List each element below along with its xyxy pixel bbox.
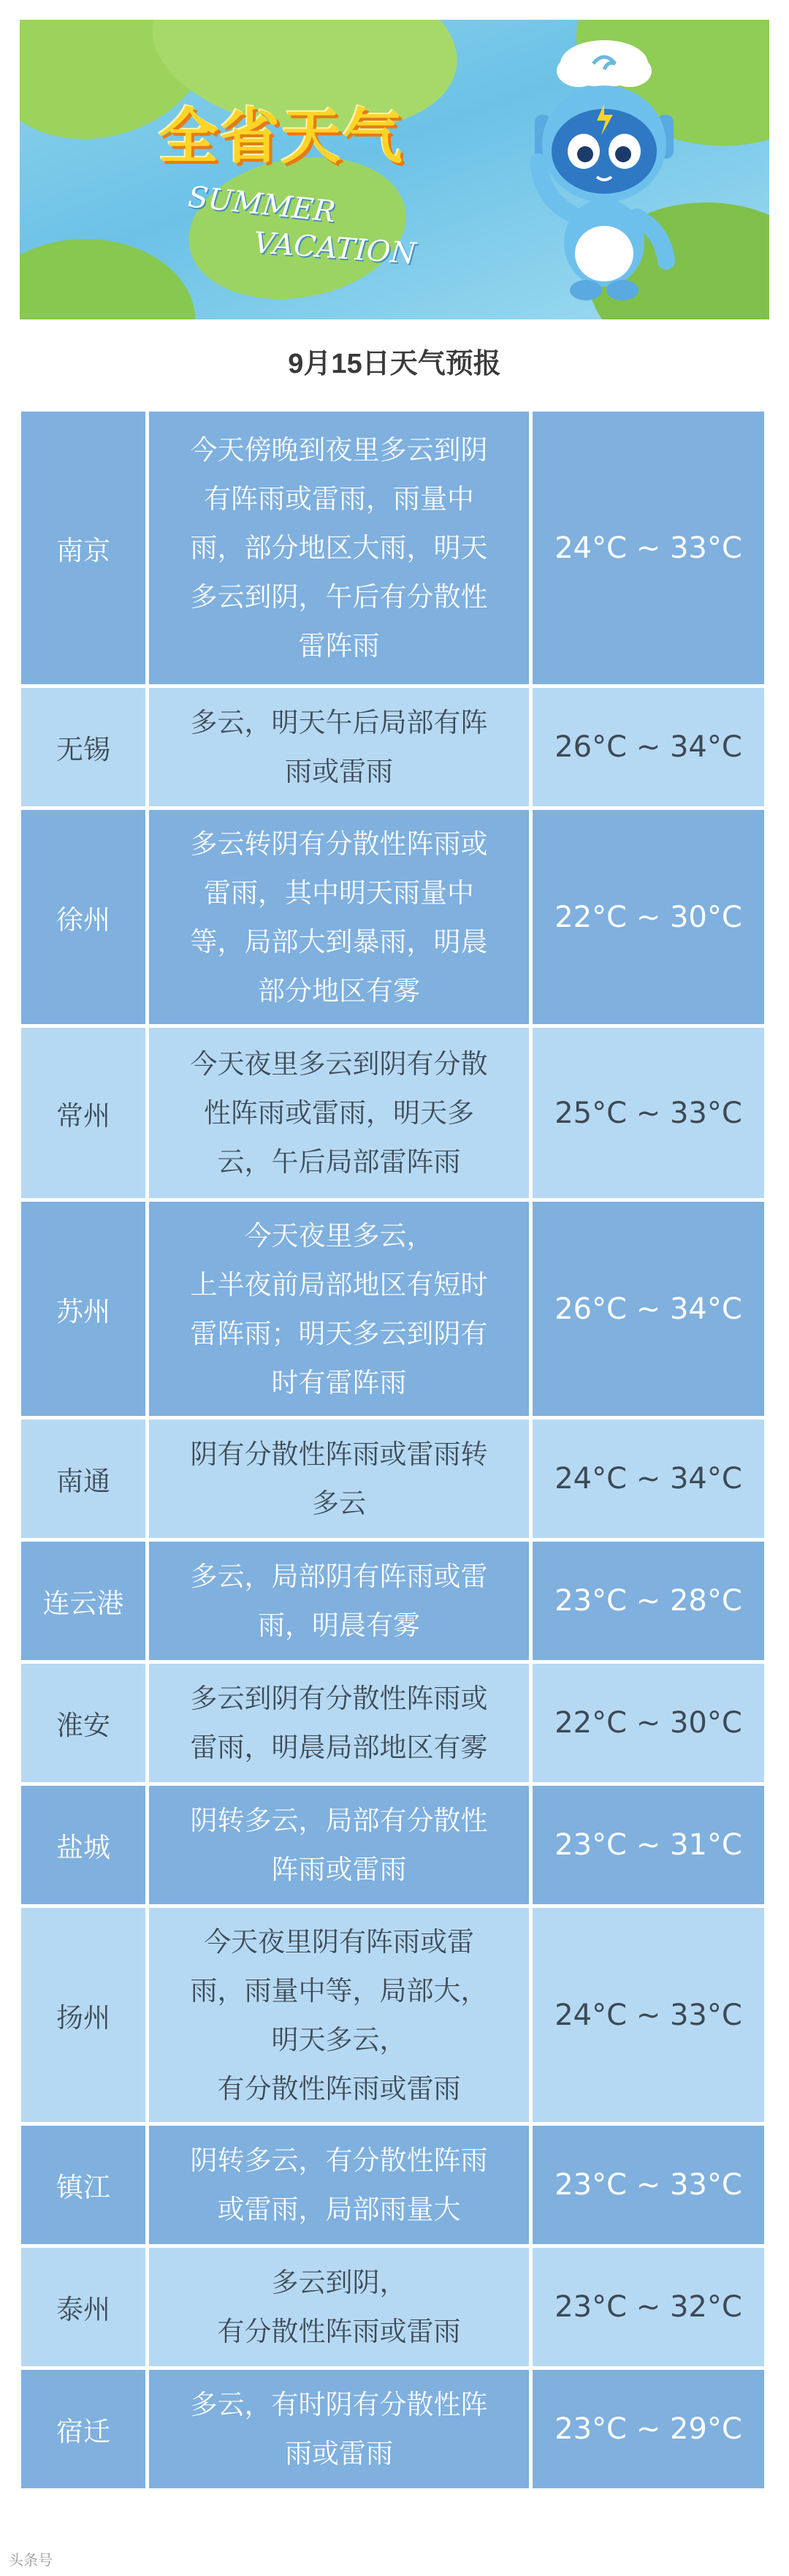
temperature-range: 23°C ~ 28°C	[533, 1542, 764, 1660]
temperature-range: 22°C ~ 30°C	[533, 810, 764, 1024]
table-row	[21, 1786, 768, 1904]
vacation-text: VACATION	[252, 226, 417, 271]
weather-description: 阴转多云，有分散性阵雨 或雷雨，局部雨量大	[149, 2126, 529, 2244]
table-row	[21, 412, 768, 684]
table-row	[21, 2248, 768, 2366]
city-name: 徐州	[21, 810, 145, 1024]
temperature-range: 24°C ~ 34°C	[533, 1420, 764, 1538]
header-banner	[20, 20, 769, 319]
city-name: 无锡	[21, 688, 145, 806]
temperature-range: 24°C ~ 33°C	[533, 1908, 764, 2122]
table-row	[21, 2370, 768, 2488]
watermark-text: 头条号	[9, 2553, 53, 2569]
city-name: 苏州	[21, 1202, 145, 1416]
temperature-range: 22°C ~ 30°C	[533, 1664, 764, 1782]
city-name: 淮安	[21, 1664, 145, 1782]
city-name: 连云港	[21, 1542, 145, 1660]
weather-description: 今天夜里多云到阴有分散 性阵雨或雷雨，明天多 云，午后局部雷阵雨	[149, 1028, 529, 1198]
weather-description: 今天夜里阴有阵雨或雷 雨，雨量中等，局部大， 明天多云， 有分散性阵雨或雷雨	[149, 1908, 529, 2122]
weather-description: 多云转阴有分散性阵雨或 雷雨，其中明天雨量中 等，局部大到暴雨，明晨 部分地区有雾	[149, 810, 529, 1024]
temperature-range: 25°C ~ 33°C	[533, 1028, 764, 1198]
weather-description: 多云，明天午后局部有阵 雨或雷雨	[149, 688, 529, 806]
weather-description: 阴有分散性阵雨或雷雨转 多云	[149, 1420, 529, 1538]
temperature-range: 24°C ~ 33°C	[533, 412, 764, 684]
city-name: 镇江	[21, 2126, 145, 2244]
forecast-table	[21, 412, 768, 2488]
city-name: 常州	[21, 1028, 145, 1198]
temperature-range: 23°C ~ 29°C	[533, 2370, 764, 2488]
temperature-range: 23°C ~ 31°C	[533, 1786, 764, 1904]
table-row	[21, 1202, 768, 1416]
temperature-range: 23°C ~ 33°C	[533, 2126, 764, 2244]
city-name: 扬州	[21, 1908, 145, 2122]
banner-title: 全省天气	[159, 102, 405, 172]
city-name: 盐城	[21, 1786, 145, 1904]
temperature-range: 26°C ~ 34°C	[533, 1202, 764, 1416]
table-row	[21, 1028, 768, 1198]
forecast-date-title: 9月15日天气预报	[288, 349, 501, 379]
city-name: 南京	[21, 412, 145, 684]
temperature-range: 26°C ~ 34°C	[533, 688, 764, 806]
weather-description: 多云到阴有分散性阵雨或 雷雨，明晨局部地区有雾	[149, 1664, 529, 1782]
city-name: 泰州	[21, 2248, 145, 2366]
table-row	[21, 2126, 768, 2244]
temperature-range: 23°C ~ 32°C	[533, 2248, 764, 2366]
city-name: 南通	[21, 1420, 145, 1538]
table-row	[21, 1542, 768, 1660]
table-row	[21, 1664, 768, 1782]
weather-description: 多云，有时阴有分散性阵 雨或雷雨	[149, 2370, 529, 2488]
table-row	[21, 1908, 768, 2122]
weather-description: 今天傍晚到夜里多云到阴 有阵雨或雷雨，雨量中 雨，部分地区大雨，明天 多云到阴，午后有分散性 雷阵雨	[149, 412, 529, 684]
weather-description: 多云，局部阴有阵雨或雷 雨，明晨有雾	[149, 1542, 529, 1660]
lily-pad	[20, 239, 195, 319]
summer-text: SUMMER	[186, 180, 338, 230]
weather-description: 今天夜里多云， 上半夜前局部地区有短时 雷阵雨；明天多云到阴有 时有雷阵雨	[149, 1202, 529, 1416]
city-name: 宿迁	[21, 2370, 145, 2488]
weather-description: 多云到阴， 有分散性阵雨或雷雨	[149, 2248, 529, 2366]
table-row	[21, 810, 768, 1024]
table-row	[21, 688, 768, 806]
mascot-icon	[495, 34, 714, 312]
weather-description: 阴转多云，局部有分散性 阵雨或雷雨	[149, 1786, 529, 1904]
table-row	[21, 1420, 768, 1538]
